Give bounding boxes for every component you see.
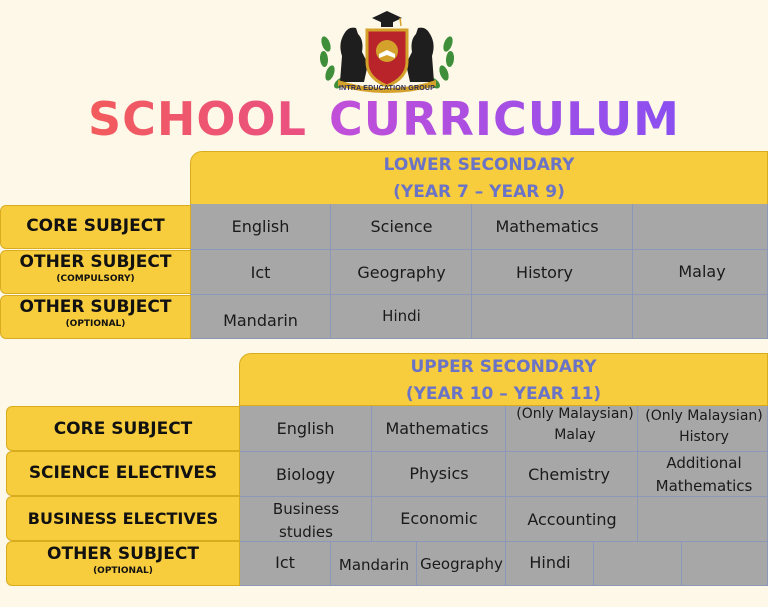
subject-mathematics: Mathematics [385,419,489,438]
subject-hindi: Hindi [529,553,571,572]
grid-cell [633,295,768,339]
subject-physics: Physics [409,464,469,483]
subject-biology: Biology [275,465,336,484]
row-label-text: OTHER SUBJECT [19,252,172,272]
subject-ict: Ict [275,553,295,572]
grid-cell [472,295,633,339]
upper-business-label [6,496,240,541]
row-label-text: CORE SUBJECT [53,419,193,439]
subject-history: History [516,263,573,282]
row-label-text: OTHER SUBJECT [47,544,199,564]
brand-name: INTRA EDUCATION GROUP [339,85,435,92]
subject-english: English [231,217,290,236]
subject-geography: Geography [357,263,446,282]
grid-cell [682,542,768,586]
grid-cell [594,542,682,586]
subject-chemistry: Chemistry [528,465,610,484]
title-word-curriculum: CURRICULUM [328,92,680,146]
subject-mandarin: Mandarin [223,311,298,330]
subject-history-malaysian: (Only Malaysian) History [645,408,763,445]
subject-mandarin: Mandarin [338,556,410,574]
upper-science-label [6,451,240,496]
upper-secondary-header [239,353,768,406]
row-label-sub: (OPTIONAL) [65,319,126,329]
row-label-sub: (COMPULSORY) [56,274,135,284]
school-crest-logo [312,4,462,96]
row-label-text: BUSINESS ELECTIVES [27,509,219,528]
grid-cell [638,497,768,542]
subject-hindi: Hindi [382,307,421,325]
grid-cell [633,204,768,250]
upper-secondary-heading: UPPER SECONDARY [410,357,597,377]
lower-secondary-heading: LOWER SECONDARY [383,155,575,175]
lower-secondary-header [190,151,768,205]
title-word-school: SCHOOL [88,92,329,146]
subject-economic: Economic [400,509,478,528]
subject-additional-mathematics: Additional Mathematics [655,454,753,495]
row-label-text: CORE SUBJECT [26,216,165,236]
lower-core-label [0,205,191,249]
lower-secondary-years: (YEAR 7 – YEAR 9) [393,182,565,202]
subject-mathematics: Mathematics [495,217,599,236]
subject-geography: Geography [420,555,503,573]
subject-malay-malaysian: (Only Malaysian) Malay [516,406,634,443]
lower-optional-label [0,295,191,339]
subject-business-studies: Business studies [272,500,340,541]
subject-malay: Malay [678,262,726,281]
subject-ict: Ict [250,263,271,282]
row-label-sub: (OPTIONAL) [93,566,153,576]
row-label-text: SCIENCE ELECTIVES [28,463,218,483]
upper-optional-label [6,541,240,586]
subject-accounting: Accounting [527,510,617,529]
subject-science: Science [370,217,433,236]
upper-core-label [6,406,240,451]
lower-compulsory-label [0,250,191,294]
page-title [0,92,768,146]
upper-secondary-years: (YEAR 10 – YEAR 11) [405,384,602,404]
row-label-text: OTHER SUBJECT [19,297,172,317]
subject-english: English [276,419,335,438]
